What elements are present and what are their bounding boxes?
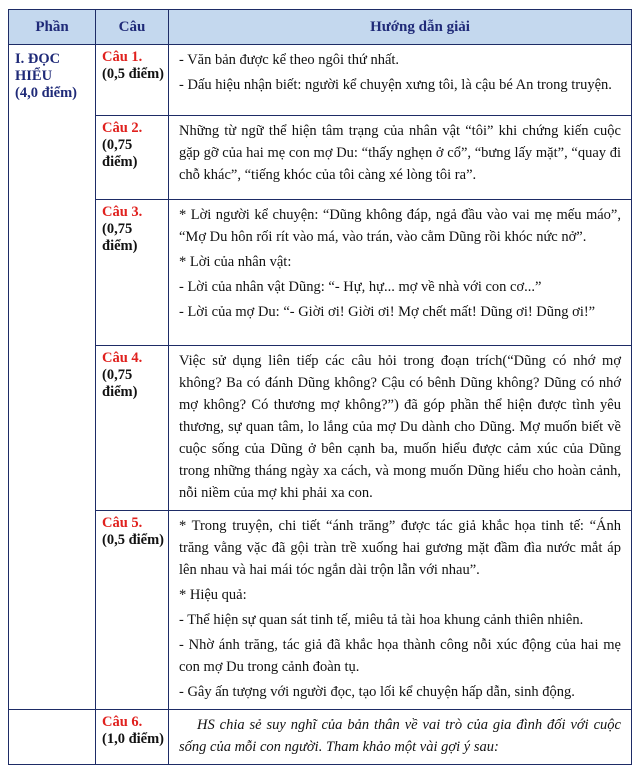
table-row	[9, 116, 632, 200]
section-cell	[9, 45, 96, 710]
table-row	[9, 200, 632, 346]
header-phan: Phần	[9, 10, 96, 45]
header-huong-dan: Hướng dẫn giải	[169, 10, 632, 45]
question-cell	[96, 200, 169, 346]
question-score: (0,5 điểm)	[102, 532, 165, 548]
answer-line: - Gây ấn tượng với người đọc, tạo lối kể chuyện hấp dẫn, sinh động.	[179, 684, 575, 700]
question-title: Câu 2.	[102, 120, 143, 136]
answer-line: - Lời của nhân vật Dũng: “- Hự, hự... mợ về nhà với con cơ...”	[179, 279, 542, 295]
table-row	[9, 45, 632, 116]
question-cell	[96, 116, 169, 200]
answer-line: - Văn bản được kể theo ngôi thứ nhất.	[179, 52, 400, 68]
answer-line: Việc sử dụng liên tiếp các câu hỏi trong đoạn trích(“Dũng có nhớ mợ không? Ba có đánh Dũng không? Cậu có bênh Dũng không? Dũng có nhớ mợ không? Có thương mợ không?”) đã góp phần thể hiện được tình yêu thương, sự quan tâm, lo lắng của mợ Du dành cho Dũng. Mợ muốn biết về cuộc sống của Dũng ở bên cạnh ba, muốn hiểu được cảm xúc của Dũng trong những tháng ngày xa cách, và mong muốn Dũng hiểu cho hoàn cảnh, nỗi niềm của mợ khi phải xa con.	[179, 353, 621, 501]
answer-cell	[169, 45, 632, 116]
question-score: (0,75 điểm)	[102, 367, 138, 400]
answer-cell	[169, 200, 632, 346]
question-cell	[96, 45, 169, 116]
table-row	[9, 710, 632, 765]
section-score: (4,0 điểm)	[15, 85, 78, 101]
answer-cell	[169, 116, 632, 200]
table-row	[9, 511, 632, 710]
question-title: Câu 3.	[102, 204, 143, 220]
answer-line: * Hiệu quả:	[179, 587, 247, 603]
answer-line: HS chia sẻ suy nghĩ của bản thân về vai trò của gia đình đối với cuộc sống của mỗi con người. Tham khảo một vài gợi ý sau:	[179, 717, 621, 755]
answer-line: - Thể hiện sự quan sát tinh tế, miêu tả tài hoa khung cảnh thiên nhiên.	[179, 612, 584, 628]
question-cell	[96, 511, 169, 710]
table-header-row	[9, 10, 632, 45]
answer-cell	[169, 346, 632, 511]
question-cell	[96, 346, 169, 511]
question-score: (0,5 điểm)	[102, 66, 165, 82]
table-row	[9, 346, 632, 511]
section-label: I. ĐỌC HIỂU	[15, 51, 61, 84]
question-title: Câu 4.	[102, 350, 143, 366]
answer-line: * Trong truyện, chi tiết “ánh trăng” được tác giả khắc họa tinh tế: “Ánh trăng vằng vặc đã gội tràn trề xuống hai gương mặt đầm đìa nước mắt áp lên nhau và hai mái tóc ngắn dài trộn lẫn với nhau”.	[179, 518, 621, 578]
question-score: (0,75 điểm)	[102, 137, 138, 170]
answer-line: * Lời của nhân vật:	[179, 254, 292, 270]
answer-cell	[169, 710, 632, 765]
answer-line: - Nhờ ánh trăng, tác giả đã khắc họa thành công nỗi xúc động của hai mẹ con mợ Du trong cảnh đoàn tụ.	[179, 637, 621, 675]
answer-line: - Lời của mợ Du: “- Giời ơi! Giời ơi! Mợ chết mất! Dũng ơi! Dũng ơi!”	[179, 304, 596, 320]
answer-line: Những từ ngữ thể hiện tâm trạng của nhân vật “tôi” khi chứng kiến cuộc gặp gỡ của hai mẹ con mợ Du: “thấy nghẹn ở cổ”, “bưng lấy mặt”, “quay đi chỗ khác”, “tiếng khóc của tôi càng xé lòng tôi ra”.	[179, 123, 621, 183]
header-cau: Câu	[96, 10, 169, 45]
question-title: Câu 1.	[102, 49, 143, 65]
answer-cell	[169, 511, 632, 710]
empty-section-cell	[9, 710, 96, 765]
question-title: Câu 6.	[102, 714, 143, 730]
question-score: (0,75 điểm)	[102, 221, 138, 254]
question-score: (1,0 điểm)	[102, 731, 165, 747]
answer-line: * Lời người kể chuyện: “Dũng không đáp, ngả đầu vào vai mẹ mếu máo”, “Mợ Du hôn rối rít vào má, vào trán, vào cằm Dũng rồi khóc nức nở”.	[179, 207, 621, 245]
answer-line: - Dấu hiệu nhận biết: người kể chuyện xưng tôi, là cậu bé An trong truyện.	[179, 77, 612, 93]
question-cell	[96, 710, 169, 765]
answer-table	[8, 9, 632, 765]
question-title: Câu 5.	[102, 515, 143, 531]
